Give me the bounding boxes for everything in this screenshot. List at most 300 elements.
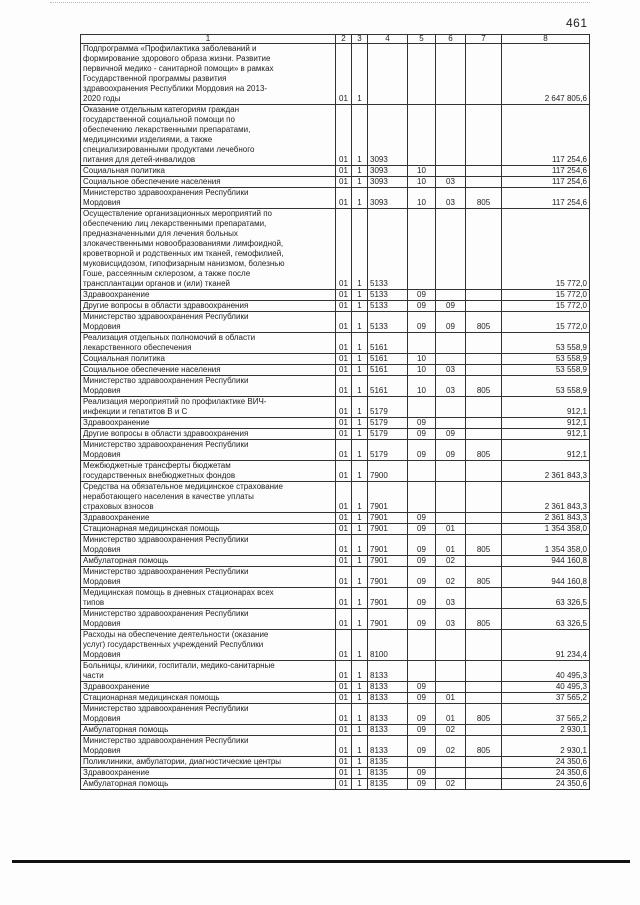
- row-target-code: 8135: [368, 779, 408, 790]
- row-code-2: 01: [336, 704, 352, 725]
- row-subsection: 01: [436, 524, 466, 535]
- table-row: [81, 44, 590, 105]
- row-expense-type: [466, 588, 502, 609]
- row-name: Министерство здравоохранения Республики Мордовия: [81, 376, 336, 397]
- row-target-code: 5179: [368, 397, 408, 418]
- row-target-code: 8100: [368, 630, 408, 661]
- row-section: 09: [408, 429, 436, 440]
- row-target-code: 5161: [368, 333, 408, 354]
- row-target-code: 8133: [368, 693, 408, 704]
- row-code-2: 01: [336, 333, 352, 354]
- table-row: [81, 630, 590, 661]
- row-expense-type: [466, 166, 502, 177]
- row-section: 09: [408, 779, 436, 790]
- row-name: Министерство здравоохранения Республики Мордовия: [81, 535, 336, 556]
- row-code-2: 01: [336, 682, 352, 693]
- row-section: 09: [408, 524, 436, 535]
- row-name: Социальное обеспечение населения: [81, 365, 336, 376]
- row-code-3: 1: [352, 105, 368, 166]
- row-code-3: 1: [352, 376, 368, 397]
- row-subsection: 02: [436, 736, 466, 757]
- row-code-3: 1: [352, 397, 368, 418]
- row-code-2: 01: [336, 397, 352, 418]
- row-section: 09: [408, 513, 436, 524]
- row-name: Стационарная медицинская помощь: [81, 693, 336, 704]
- row-section: 09: [408, 704, 436, 725]
- row-code-2: 01: [336, 567, 352, 588]
- col-header-3: 3: [352, 35, 368, 44]
- row-code-3: 1: [352, 736, 368, 757]
- table-row: [81, 779, 590, 790]
- row-amount: 40 495,3: [502, 661, 590, 682]
- row-name: Здравоохранение: [81, 682, 336, 693]
- row-section: 09: [408, 535, 436, 556]
- row-name: Осуществление организационных мероприятий по обеспечению лиц лекарственными препаратами, предназначенными для лечения больных злокачественными новообразованиями лимфоидной, кроветворной и родственных им тканей, гемофилией, муковисцидозом, гипофизарным нанизмом, болезнью Гоше, рассеянным склерозом, а также после трансплантации органов и (или) тканей: [81, 209, 336, 290]
- row-expense-type: [466, 661, 502, 682]
- row-code-2: 01: [336, 461, 352, 482]
- table-row: [81, 661, 590, 682]
- row-amount: 53 558,9: [502, 376, 590, 397]
- table-row: [81, 609, 590, 630]
- table-row: [81, 524, 590, 535]
- row-subsection: 03: [436, 609, 466, 630]
- header-row: [81, 35, 590, 44]
- table-row: [81, 177, 590, 188]
- row-amount: 117 254,6: [502, 177, 590, 188]
- row-target-code: 5179: [368, 440, 408, 461]
- row-name: Министерство здравоохранения Республики Мордовия: [81, 736, 336, 757]
- row-code-3: 1: [352, 682, 368, 693]
- row-subsection: 09: [436, 312, 466, 333]
- row-amount: 2 930,1: [502, 725, 590, 736]
- row-amount: 912,1: [502, 429, 590, 440]
- row-section: [408, 630, 436, 661]
- row-code-2: 01: [336, 376, 352, 397]
- row-expense-type: [466, 105, 502, 166]
- row-code-3: 1: [352, 177, 368, 188]
- table-row: [81, 567, 590, 588]
- col-header-7: 7: [466, 35, 502, 44]
- row-amount: 15 772,0: [502, 290, 590, 301]
- row-subsection: [436, 630, 466, 661]
- row-code-3: 1: [352, 461, 368, 482]
- col-header-8: 8: [502, 35, 590, 44]
- row-target-code: 5133: [368, 290, 408, 301]
- row-target-code: 3093: [368, 105, 408, 166]
- row-section: [408, 333, 436, 354]
- row-name: Здравоохранение: [81, 768, 336, 779]
- row-amount: 24 350,6: [502, 768, 590, 779]
- row-expense-type: [466, 757, 502, 768]
- row-amount: 2 930,1: [502, 736, 590, 757]
- row-name: Здравоохранение: [81, 513, 336, 524]
- row-code-3: 1: [352, 312, 368, 333]
- row-code-2: 01: [336, 609, 352, 630]
- row-code-2: 01: [336, 535, 352, 556]
- row-amount: 1 354 358,0: [502, 535, 590, 556]
- row-subsection: [436, 418, 466, 429]
- row-target-code: 8133: [368, 661, 408, 682]
- budget-table: [80, 34, 590, 790]
- row-expense-type: [466, 301, 502, 312]
- row-code-3: 1: [352, 524, 368, 535]
- row-amount: 2 647 805,6: [502, 44, 590, 105]
- row-amount: 117 254,6: [502, 166, 590, 177]
- table-row: [81, 166, 590, 177]
- table-row: [81, 588, 590, 609]
- table-row: [81, 556, 590, 567]
- row-amount: 63 326,5: [502, 588, 590, 609]
- row-target-code: 8135: [368, 768, 408, 779]
- row-expense-type: [466, 779, 502, 790]
- row-expense-type: [466, 397, 502, 418]
- row-code-3: 1: [352, 429, 368, 440]
- row-target-code: 7901: [368, 482, 408, 513]
- table-row: [81, 354, 590, 365]
- row-amount: 912,1: [502, 440, 590, 461]
- row-section: 09: [408, 609, 436, 630]
- row-name: Амбулаторная помощь: [81, 779, 336, 790]
- row-section: 09: [408, 682, 436, 693]
- row-amount: 40 495,3: [502, 682, 590, 693]
- row-name: Министерство здравоохранения Республики Мордовия: [81, 567, 336, 588]
- row-section: 10: [408, 188, 436, 209]
- table-row: [81, 290, 590, 301]
- row-subsection: 02: [436, 779, 466, 790]
- row-target-code: 3093: [368, 177, 408, 188]
- row-code-2: 01: [336, 105, 352, 166]
- row-code-2: 01: [336, 757, 352, 768]
- row-amount: 2 361 843,3: [502, 482, 590, 513]
- row-code-2: 01: [336, 725, 352, 736]
- row-expense-type: [466, 429, 502, 440]
- row-code-2: 01: [336, 166, 352, 177]
- row-section: [408, 757, 436, 768]
- row-section: 09: [408, 693, 436, 704]
- row-target-code: 8133: [368, 682, 408, 693]
- row-expense-type: [466, 461, 502, 482]
- row-code-2: 01: [336, 779, 352, 790]
- row-code-2: 01: [336, 44, 352, 105]
- row-amount: 24 350,6: [502, 757, 590, 768]
- row-expense-type: [466, 418, 502, 429]
- table-row: [81, 535, 590, 556]
- row-subsection: 09: [436, 429, 466, 440]
- row-code-3: 1: [352, 779, 368, 790]
- row-name: Амбулаторная помощь: [81, 725, 336, 736]
- row-name: Поликлиники, амбулатории, диагностические центры: [81, 757, 336, 768]
- row-amount: 2 361 843,3: [502, 461, 590, 482]
- row-target-code: 8133: [368, 704, 408, 725]
- row-name: Министерство здравоохранения Республики Мордовия: [81, 188, 336, 209]
- row-code-2: 01: [336, 588, 352, 609]
- page-number: 461: [566, 16, 588, 30]
- row-expense-type: [466, 682, 502, 693]
- table-row: [81, 188, 590, 209]
- row-code-2: 01: [336, 429, 352, 440]
- row-subsection: [436, 461, 466, 482]
- row-code-3: 1: [352, 418, 368, 429]
- row-code-2: 01: [336, 354, 352, 365]
- row-expense-type: [466, 693, 502, 704]
- row-code-2: 01: [336, 312, 352, 333]
- table-row: [81, 682, 590, 693]
- row-code-2: 01: [336, 661, 352, 682]
- row-expense-type: 805: [466, 188, 502, 209]
- row-code-2: 01: [336, 188, 352, 209]
- row-subsection: [436, 682, 466, 693]
- table-row: [81, 418, 590, 429]
- row-amount: 944 160,8: [502, 556, 590, 567]
- table-row: [81, 429, 590, 440]
- row-expense-type: [466, 725, 502, 736]
- row-subsection: 03: [436, 188, 466, 209]
- row-target-code: 7901: [368, 513, 408, 524]
- table-row: [81, 736, 590, 757]
- row-expense-type: [466, 482, 502, 513]
- row-target-code: 3093: [368, 188, 408, 209]
- row-code-2: 01: [336, 482, 352, 513]
- row-subsection: 03: [436, 177, 466, 188]
- row-target-code: [368, 44, 408, 105]
- row-code-3: 1: [352, 166, 368, 177]
- row-target-code: 7901: [368, 567, 408, 588]
- row-code-2: 01: [336, 209, 352, 290]
- table-row: [81, 513, 590, 524]
- row-name: Стационарная медицинская помощь: [81, 524, 336, 535]
- row-section: 09: [408, 312, 436, 333]
- row-section: [408, 209, 436, 290]
- row-code-3: 1: [352, 44, 368, 105]
- row-name: Министерство здравоохранения Республики Мордовия: [81, 609, 336, 630]
- row-name: Министерство здравоохранения Республики Мордовия: [81, 312, 336, 333]
- row-subsection: 09: [436, 440, 466, 461]
- row-section: [408, 482, 436, 513]
- row-subsection: 02: [436, 725, 466, 736]
- row-code-3: 1: [352, 630, 368, 661]
- row-amount: 15 772,0: [502, 312, 590, 333]
- bottom-scan-line: [12, 860, 630, 863]
- row-subsection: 02: [436, 556, 466, 567]
- row-subsection: [436, 757, 466, 768]
- row-subsection: [436, 290, 466, 301]
- row-section: 10: [408, 177, 436, 188]
- row-expense-type: 805: [466, 440, 502, 461]
- row-code-3: 1: [352, 290, 368, 301]
- row-code-3: 1: [352, 588, 368, 609]
- row-code-3: 1: [352, 333, 368, 354]
- row-name: Социальная политика: [81, 354, 336, 365]
- row-name: Подпрограмма «Профилактика заболеваний и формирование здорового образа жизни. Развитие первичной медико - санитарной помощи» в рамках Государственной программы развития здравоохранения Республики Мордовия на 2013- 2020 годы: [81, 44, 336, 105]
- row-amount: 91 234,4: [502, 630, 590, 661]
- row-expense-type: [466, 513, 502, 524]
- row-target-code: 7901: [368, 556, 408, 567]
- row-code-3: 1: [352, 609, 368, 630]
- row-code-2: 01: [336, 301, 352, 312]
- row-target-code: 8133: [368, 725, 408, 736]
- row-amount: 912,1: [502, 418, 590, 429]
- row-code-2: 01: [336, 693, 352, 704]
- row-section: 09: [408, 290, 436, 301]
- row-amount: 53 558,9: [502, 333, 590, 354]
- row-target-code: 7901: [368, 588, 408, 609]
- row-section: 09: [408, 768, 436, 779]
- row-section: 09: [408, 567, 436, 588]
- row-target-code: 7900: [368, 461, 408, 482]
- table-row: [81, 693, 590, 704]
- table-row: [81, 209, 590, 290]
- row-section: 09: [408, 556, 436, 567]
- row-expense-type: [466, 177, 502, 188]
- row-expense-type: 805: [466, 376, 502, 397]
- row-code-3: 1: [352, 513, 368, 524]
- row-section: 09: [408, 301, 436, 312]
- row-amount: 117 254,6: [502, 188, 590, 209]
- row-name: Медицинская помощь в дневных стационарах всех типов: [81, 588, 336, 609]
- row-section: 09: [408, 440, 436, 461]
- table-row: [81, 105, 590, 166]
- row-subsection: [436, 354, 466, 365]
- row-code-3: 1: [352, 725, 368, 736]
- row-amount: 24 350,6: [502, 779, 590, 790]
- row-code-3: 1: [352, 556, 368, 567]
- row-name: Другие вопросы в области здравоохранения: [81, 429, 336, 440]
- row-amount: 15 772,0: [502, 301, 590, 312]
- col-header-4: 4: [368, 35, 408, 44]
- row-target-code: 5133: [368, 209, 408, 290]
- table-body: [81, 44, 590, 790]
- row-amount: 1 354 358,0: [502, 524, 590, 535]
- table-row: [81, 301, 590, 312]
- row-code-2: 01: [336, 768, 352, 779]
- row-code-3: 1: [352, 535, 368, 556]
- row-section: [408, 397, 436, 418]
- col-header-5: 5: [408, 35, 436, 44]
- row-expense-type: 805: [466, 609, 502, 630]
- row-expense-type: [466, 630, 502, 661]
- row-expense-type: [466, 290, 502, 301]
- row-subsection: 02: [436, 567, 466, 588]
- row-amount: 53 558,9: [502, 354, 590, 365]
- row-subsection: [436, 768, 466, 779]
- row-code-2: 01: [336, 290, 352, 301]
- row-expense-type: [466, 354, 502, 365]
- row-section: 10: [408, 365, 436, 376]
- row-expense-type: [466, 524, 502, 535]
- row-section: [408, 44, 436, 105]
- row-section: 09: [408, 725, 436, 736]
- col-header-2: 2: [336, 35, 352, 44]
- table-row: [81, 768, 590, 779]
- row-subsection: 01: [436, 535, 466, 556]
- row-code-2: 01: [336, 524, 352, 535]
- row-subsection: [436, 105, 466, 166]
- row-subsection: [436, 482, 466, 513]
- row-amount: 944 160,8: [502, 567, 590, 588]
- row-code-3: 1: [352, 567, 368, 588]
- table-row: [81, 365, 590, 376]
- row-target-code: 8133: [368, 736, 408, 757]
- row-expense-type: [466, 556, 502, 567]
- row-name: Здравоохранение: [81, 290, 336, 301]
- row-amount: 37 565,2: [502, 704, 590, 725]
- row-name: Здравоохранение: [81, 418, 336, 429]
- row-code-3: 1: [352, 768, 368, 779]
- row-expense-type: 805: [466, 736, 502, 757]
- row-section: 09: [408, 418, 436, 429]
- row-subsection: [436, 44, 466, 105]
- table-row: [81, 461, 590, 482]
- row-expense-type: 805: [466, 704, 502, 725]
- row-code-3: 1: [352, 209, 368, 290]
- row-target-code: 5179: [368, 418, 408, 429]
- row-subsection: [436, 513, 466, 524]
- table-row: [81, 397, 590, 418]
- row-code-3: 1: [352, 757, 368, 768]
- row-amount: 2 361 843,3: [502, 513, 590, 524]
- row-amount: 63 326,5: [502, 609, 590, 630]
- row-name: Средства на обязательное медицинское страхование неработающего населения в качестве уплаты страховых взносов: [81, 482, 336, 513]
- row-name: Другие вопросы в области здравоохранения: [81, 301, 336, 312]
- row-name: Социальная политика: [81, 166, 336, 177]
- row-amount: 117 254,6: [502, 105, 590, 166]
- row-code-3: 1: [352, 188, 368, 209]
- row-target-code: 7901: [368, 609, 408, 630]
- row-code-2: 01: [336, 630, 352, 661]
- row-expense-type: 805: [466, 567, 502, 588]
- row-expense-type: [466, 365, 502, 376]
- table-row: [81, 725, 590, 736]
- row-name: Социальное обеспечение населения: [81, 177, 336, 188]
- table-row: [81, 757, 590, 768]
- row-subsection: [436, 209, 466, 290]
- table-row: [81, 312, 590, 333]
- table-row: [81, 704, 590, 725]
- row-amount: 912,1: [502, 397, 590, 418]
- col-header-1: 1: [81, 35, 336, 44]
- row-name: Амбулаторная помощь: [81, 556, 336, 567]
- table-row: [81, 482, 590, 513]
- row-code-2: 01: [336, 513, 352, 524]
- row-target-code: 8135: [368, 757, 408, 768]
- row-expense-type: [466, 333, 502, 354]
- row-subsection: 03: [436, 588, 466, 609]
- row-code-2: 01: [336, 418, 352, 429]
- top-scan-line: [50, 2, 590, 3]
- row-target-code: 5161: [368, 354, 408, 365]
- row-expense-type: 805: [466, 535, 502, 556]
- row-section: [408, 661, 436, 682]
- row-code-2: 01: [336, 556, 352, 567]
- row-expense-type: 805: [466, 312, 502, 333]
- row-section: 09: [408, 736, 436, 757]
- row-name: Реализация мероприятий по профилактике ВИЧ- инфекции и гепатитов В и С: [81, 397, 336, 418]
- row-target-code: 3093: [368, 166, 408, 177]
- row-name: Межбюджетные трансферты бюджетам государственных внебюджетных фондов: [81, 461, 336, 482]
- row-target-code: 5161: [368, 365, 408, 376]
- row-target-code: 5179: [368, 429, 408, 440]
- row-section: [408, 461, 436, 482]
- row-code-3: 1: [352, 482, 368, 513]
- row-target-code: 7901: [368, 535, 408, 556]
- row-target-code: 7901: [368, 524, 408, 535]
- row-section: 10: [408, 354, 436, 365]
- row-code-3: 1: [352, 301, 368, 312]
- row-section: [408, 105, 436, 166]
- row-amount: 15 772,0: [502, 209, 590, 290]
- row-subsection: 03: [436, 365, 466, 376]
- row-code-3: 1: [352, 704, 368, 725]
